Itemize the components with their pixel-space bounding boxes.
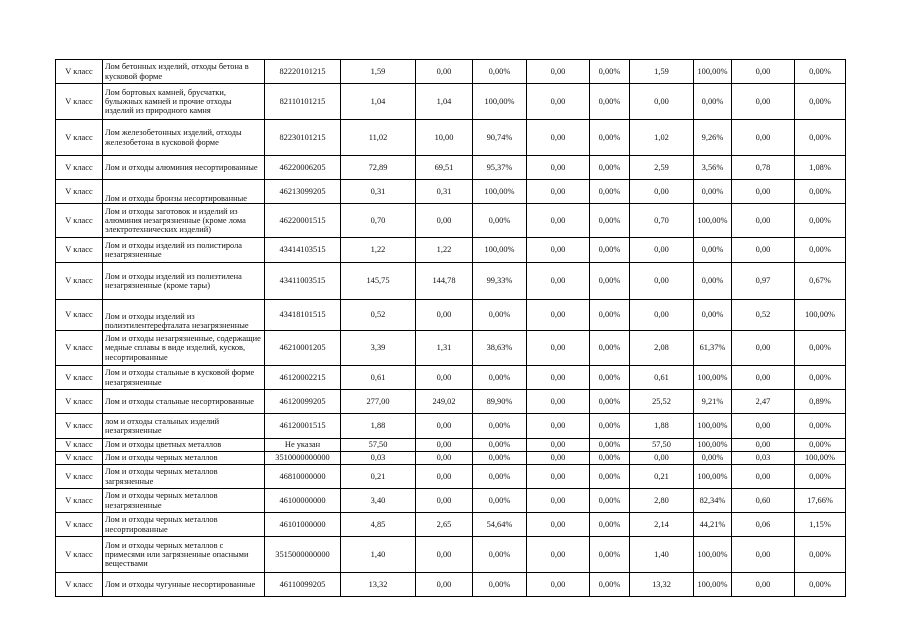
total-cell: 0,03 [341, 452, 416, 465]
table-row [56, 263, 846, 300]
percent-cell: 0,00% [694, 84, 732, 120]
value-cell: 1,04 [416, 84, 473, 120]
value-cell: 0,52 [732, 300, 795, 331]
value-cell: 0,61 [630, 366, 694, 390]
percent-cell: 100,00% [694, 465, 732, 489]
code-cell: 3510000000000 [265, 452, 341, 465]
name-cell: Лом и отходы алюминия несортированные [103, 156, 265, 180]
table-row [56, 513, 846, 537]
code-cell: 46120099205 [265, 390, 341, 414]
value-cell: 0,00 [630, 452, 694, 465]
name-cell: Лом и отходы черных металлов загрязненные [103, 465, 265, 489]
table-row [56, 84, 846, 120]
class-cell: V класс [56, 204, 103, 238]
value-cell: 0,21 [630, 465, 694, 489]
name-cell: Лом и отходы изделий из полиэтилентерефталата незагрязненные [103, 300, 265, 331]
percent-cell: 0,00% [795, 204, 846, 238]
waste-table [55, 59, 846, 597]
table-row [56, 537, 846, 573]
percent-cell: 0,00% [590, 573, 630, 597]
value-cell: 0,00 [732, 465, 795, 489]
class-cell: V класс [56, 573, 103, 597]
class-cell: V класс [56, 366, 103, 390]
value-cell: 0,00 [416, 452, 473, 465]
percent-cell: 0,00% [590, 390, 630, 414]
percent-cell: 82,34% [694, 489, 732, 513]
class-cell: V класс [56, 537, 103, 573]
percent-cell: 0,00% [473, 414, 527, 439]
percent-cell: 100,00% [795, 300, 846, 331]
name-cell: Лом и отходы стальные несортированные [103, 390, 265, 414]
name-cell: Лом и отходы черных металлов с примесями или загрязненные опасными веществами [103, 537, 265, 573]
percent-cell: 9,26% [694, 120, 732, 156]
percent-cell: 100,00% [694, 366, 732, 390]
value-cell: 0,00 [416, 489, 473, 513]
table-row [56, 452, 846, 465]
percent-cell: 0,00% [795, 439, 846, 452]
table-row [56, 414, 846, 439]
table-row [56, 465, 846, 489]
value-cell: 0,00 [527, 300, 590, 331]
percent-cell: 0,00% [473, 439, 527, 452]
value-cell: 0,00 [527, 489, 590, 513]
value-cell: 0,00 [732, 120, 795, 156]
total-cell: 277,00 [341, 390, 416, 414]
class-cell: V класс [56, 452, 103, 465]
percent-cell: 0,00% [590, 180, 630, 204]
value-cell: 249,02 [416, 390, 473, 414]
percent-cell: 0,00% [590, 414, 630, 439]
percent-cell: 95,37% [473, 156, 527, 180]
percent-cell: 89,90% [473, 390, 527, 414]
percent-cell: 99,33% [473, 263, 527, 300]
table-row [56, 489, 846, 513]
name-cell: Лом и отходы черных металлов несортированные [103, 513, 265, 537]
value-cell: 0,00 [527, 390, 590, 414]
value-cell: 0,00 [527, 465, 590, 489]
value-cell: 10,00 [416, 120, 473, 156]
value-cell: 0,00 [630, 300, 694, 331]
percent-cell: 100,00% [694, 573, 732, 597]
code-cell: 46100000000 [265, 489, 341, 513]
value-cell: 0,00 [527, 180, 590, 204]
table-body [56, 60, 846, 597]
percent-cell: 1,15% [795, 513, 846, 537]
percent-cell: 0,00% [473, 204, 527, 238]
value-cell: 0,00 [416, 537, 473, 573]
code-cell: 82230101215 [265, 120, 341, 156]
value-cell: 0,78 [732, 156, 795, 180]
table-row [56, 439, 846, 452]
percent-cell: 17,66% [795, 489, 846, 513]
table-row [56, 204, 846, 238]
class-cell: V класс [56, 489, 103, 513]
percent-cell: 0,00% [590, 60, 630, 84]
percent-cell: 0,00% [590, 84, 630, 120]
value-cell: 0,00 [527, 439, 590, 452]
value-cell: 0,00 [527, 238, 590, 263]
value-cell: 0,00 [416, 414, 473, 439]
name-cell: Лом и отходы изделий из полистирола незагрязненные [103, 238, 265, 263]
percent-cell: 100,00% [694, 414, 732, 439]
value-cell: 0,00 [416, 573, 473, 597]
percent-cell: 44,21% [694, 513, 732, 537]
name-cell: Лом и отходы чугунные несортированные [103, 573, 265, 597]
name-cell: Лом бетонных изделий, отходы бетона в кусковой форме [103, 60, 265, 84]
percent-cell: 0,00% [590, 452, 630, 465]
percent-cell: 100,00% [694, 204, 732, 238]
percent-cell: 100,00% [694, 439, 732, 452]
percent-cell: 100,00% [795, 452, 846, 465]
percent-cell: 0,00% [590, 489, 630, 513]
code-cell: 43414103515 [265, 238, 341, 263]
percent-cell: 0,00% [590, 465, 630, 489]
table-row [56, 238, 846, 263]
value-cell: 0,00 [732, 238, 795, 263]
value-cell: 0,00 [630, 238, 694, 263]
percent-cell: 0,00% [590, 120, 630, 156]
value-cell: 0,60 [732, 489, 795, 513]
value-cell: 0,03 [732, 452, 795, 465]
percent-cell: 1,08% [795, 156, 846, 180]
percent-cell: 90,74% [473, 120, 527, 156]
value-cell: 0,00 [527, 120, 590, 156]
table-row [56, 180, 846, 204]
class-cell: V класс [56, 513, 103, 537]
value-cell: 2,14 [630, 513, 694, 537]
percent-cell: 9,21% [694, 390, 732, 414]
value-cell: 0,00 [732, 414, 795, 439]
percent-cell: 0,00% [590, 204, 630, 238]
percent-cell: 0,00% [590, 537, 630, 573]
class-cell: V класс [56, 390, 103, 414]
value-cell: 0,00 [527, 156, 590, 180]
value-cell: 0,00 [527, 452, 590, 465]
value-cell: 0,00 [732, 573, 795, 597]
name-cell: Лом и отходы цветных металлов [103, 439, 265, 452]
value-cell: 0,00 [630, 84, 694, 120]
value-cell: 2,59 [630, 156, 694, 180]
code-cell: 46220001515 [265, 204, 341, 238]
value-cell: 0,00 [527, 204, 590, 238]
name-cell: Лом и отходы незагрязненные, содержащие медные сплавы в виде изделий, кусков, несортированные [103, 331, 265, 366]
code-cell: 46110099205 [265, 573, 341, 597]
value-cell: 1,22 [416, 238, 473, 263]
percent-cell: 0,00% [473, 366, 527, 390]
value-cell: 0,00 [527, 60, 590, 84]
total-cell: 1,88 [341, 414, 416, 439]
value-cell: 2,08 [630, 331, 694, 366]
value-cell: 0,00 [527, 414, 590, 439]
percent-cell: 61,37% [694, 331, 732, 366]
percent-cell: 0,00% [694, 452, 732, 465]
percent-cell: 0,67% [795, 263, 846, 300]
percent-cell: 100,00% [694, 60, 732, 84]
class-cell: V класс [56, 156, 103, 180]
percent-cell: 54,64% [473, 513, 527, 537]
code-cell: 46220006205 [265, 156, 341, 180]
code-cell: 46213099205 [265, 180, 341, 204]
class-cell: V класс [56, 414, 103, 439]
value-cell: 13,32 [630, 573, 694, 597]
percent-cell: 100,00% [473, 180, 527, 204]
value-cell: 2,47 [732, 390, 795, 414]
table-row [56, 156, 846, 180]
value-cell: 0,00 [732, 204, 795, 238]
percent-cell: 0,00% [795, 84, 846, 120]
name-cell: Лом и отходы изделий из полиэтилена незагрязненные (кроме тары) [103, 263, 265, 300]
code-cell: 82110101215 [265, 84, 341, 120]
value-cell: 0,97 [732, 263, 795, 300]
table-row [56, 300, 846, 331]
class-cell: V класс [56, 300, 103, 331]
value-cell: 0,00 [630, 263, 694, 300]
value-cell: 0,00 [416, 204, 473, 238]
total-cell: 4,85 [341, 513, 416, 537]
percent-cell: 0,00% [795, 331, 846, 366]
percent-cell: 0,00% [590, 439, 630, 452]
percent-cell: 0,00% [795, 414, 846, 439]
name-cell: Лом железобетонных изделий, отходы железобетона в кусковой форме [103, 120, 265, 156]
percent-cell: 0,00% [473, 465, 527, 489]
code-cell: 3515000000000 [265, 537, 341, 573]
class-cell: V класс [56, 238, 103, 263]
percent-cell: 0,00% [795, 366, 846, 390]
value-cell: 0,70 [630, 204, 694, 238]
name-cell: Лом и отходы стальные в кусковой форме незагрязненные [103, 366, 265, 390]
code-cell: 46120002215 [265, 366, 341, 390]
class-cell: V класс [56, 439, 103, 452]
percent-cell: 0,00% [590, 513, 630, 537]
percent-cell: 0,00% [795, 465, 846, 489]
total-cell: 57,50 [341, 439, 416, 452]
value-cell: 0,00 [527, 573, 590, 597]
code-cell: 82220101215 [265, 60, 341, 84]
code-cell: 46120001515 [265, 414, 341, 439]
percent-cell: 100,00% [694, 537, 732, 573]
value-cell: 0,00 [416, 300, 473, 331]
value-cell: 0,00 [732, 180, 795, 204]
code-cell: 46101000000 [265, 513, 341, 537]
percent-cell: 0,00% [590, 300, 630, 331]
total-cell: 0,52 [341, 300, 416, 331]
percent-cell: 38,63% [473, 331, 527, 366]
percent-cell: 100,00% [473, 238, 527, 263]
percent-cell: 0,00% [473, 573, 527, 597]
value-cell: 0,00 [732, 439, 795, 452]
value-cell: 1,31 [416, 331, 473, 366]
percent-cell: 0,00% [795, 180, 846, 204]
total-cell: 145,75 [341, 263, 416, 300]
percent-cell: 0,00% [590, 156, 630, 180]
percent-cell: 100,00% [473, 84, 527, 120]
percent-cell: 0,00% [795, 238, 846, 263]
code-cell: 43411003515 [265, 263, 341, 300]
class-cell: V класс [56, 263, 103, 300]
value-cell: 144,78 [416, 263, 473, 300]
name-cell: Лом и отходы черных металлов незагрязненные [103, 489, 265, 513]
name-cell: Лом и отходы бронзы несортированные [103, 180, 265, 204]
value-cell: 0,00 [527, 84, 590, 120]
value-cell: 69,51 [416, 156, 473, 180]
percent-cell: 0,00% [473, 489, 527, 513]
total-cell: 0,70 [341, 204, 416, 238]
class-cell: V класс [56, 180, 103, 204]
value-cell: 0,00 [416, 439, 473, 452]
value-cell: 1,59 [630, 60, 694, 84]
table-row [56, 331, 846, 366]
percent-cell: 0,00% [590, 238, 630, 263]
value-cell: 0,00 [527, 366, 590, 390]
total-cell: 11,02 [341, 120, 416, 156]
percent-cell: 0,00% [795, 120, 846, 156]
value-cell: 0,00 [732, 84, 795, 120]
value-cell: 0,00 [527, 513, 590, 537]
name-cell: Лом бортовых камней, брусчатки, булыжных камней и прочие отходы изделий из природного камня [103, 84, 265, 120]
total-cell: 3,40 [341, 489, 416, 513]
code-cell: 43418101515 [265, 300, 341, 331]
name-cell: Лом и отходы заготовок и изделий из алюминия незагрязненные (кроме лома электротехнических изделий) [103, 204, 265, 238]
percent-cell: 0,00% [795, 60, 846, 84]
value-cell: 0,31 [416, 180, 473, 204]
code-cell: 46810000000 [265, 465, 341, 489]
total-cell: 72,89 [341, 156, 416, 180]
total-cell: 0,31 [341, 180, 416, 204]
total-cell: 3,39 [341, 331, 416, 366]
total-cell: 1,22 [341, 238, 416, 263]
value-cell: 0,00 [527, 331, 590, 366]
percent-cell: 0,00% [473, 452, 527, 465]
value-cell: 0,00 [416, 465, 473, 489]
class-cell: V класс [56, 120, 103, 156]
class-cell: V класс [56, 331, 103, 366]
value-cell: 0,00 [527, 263, 590, 300]
class-cell: V класс [56, 84, 103, 120]
percent-cell: 0,89% [795, 390, 846, 414]
class-cell: V класс [56, 60, 103, 84]
table-row [56, 573, 846, 597]
value-cell: 1,88 [630, 414, 694, 439]
table-row [56, 120, 846, 156]
value-cell: 0,00 [732, 537, 795, 573]
value-cell: 0,00 [416, 60, 473, 84]
value-cell: 0,00 [527, 537, 590, 573]
percent-cell: 0,00% [473, 300, 527, 331]
percent-cell: 0,00% [473, 60, 527, 84]
total-cell: 1,04 [341, 84, 416, 120]
code-cell: 46210001205 [265, 331, 341, 366]
value-cell: 1,02 [630, 120, 694, 156]
value-cell: 0,00 [732, 366, 795, 390]
percent-cell: 0,00% [590, 263, 630, 300]
percent-cell: 0,00% [590, 331, 630, 366]
percent-cell: 0,00% [694, 238, 732, 263]
code-cell: Не указан [265, 439, 341, 452]
value-cell: 0,00 [732, 331, 795, 366]
total-cell: 0,61 [341, 366, 416, 390]
table-row [56, 390, 846, 414]
table-row [56, 60, 846, 84]
class-cell: V класс [56, 465, 103, 489]
value-cell: 57,50 [630, 439, 694, 452]
value-cell: 2,65 [416, 513, 473, 537]
value-cell: 0,00 [416, 366, 473, 390]
percent-cell: 0,00% [694, 300, 732, 331]
value-cell: 0,00 [630, 180, 694, 204]
value-cell: 0,06 [732, 513, 795, 537]
percent-cell: 0,00% [795, 537, 846, 573]
percent-cell: 0,00% [473, 537, 527, 573]
total-cell: 13,32 [341, 573, 416, 597]
total-cell: 1,59 [341, 60, 416, 84]
name-cell: лом и отходы стальных изделий незагрязненные [103, 414, 265, 439]
total-cell: 0,21 [341, 465, 416, 489]
percent-cell: 0,00% [590, 366, 630, 390]
table-row [56, 366, 846, 390]
value-cell: 25,52 [630, 390, 694, 414]
value-cell: 2,80 [630, 489, 694, 513]
value-cell: 0,00 [732, 60, 795, 84]
total-cell: 1,40 [341, 537, 416, 573]
percent-cell: 0,00% [694, 263, 732, 300]
percent-cell: 3,56% [694, 156, 732, 180]
name-cell: Лом и отходы черных металлов [103, 452, 265, 465]
percent-cell: 0,00% [694, 180, 732, 204]
value-cell: 1,40 [630, 537, 694, 573]
percent-cell: 0,00% [795, 573, 846, 597]
